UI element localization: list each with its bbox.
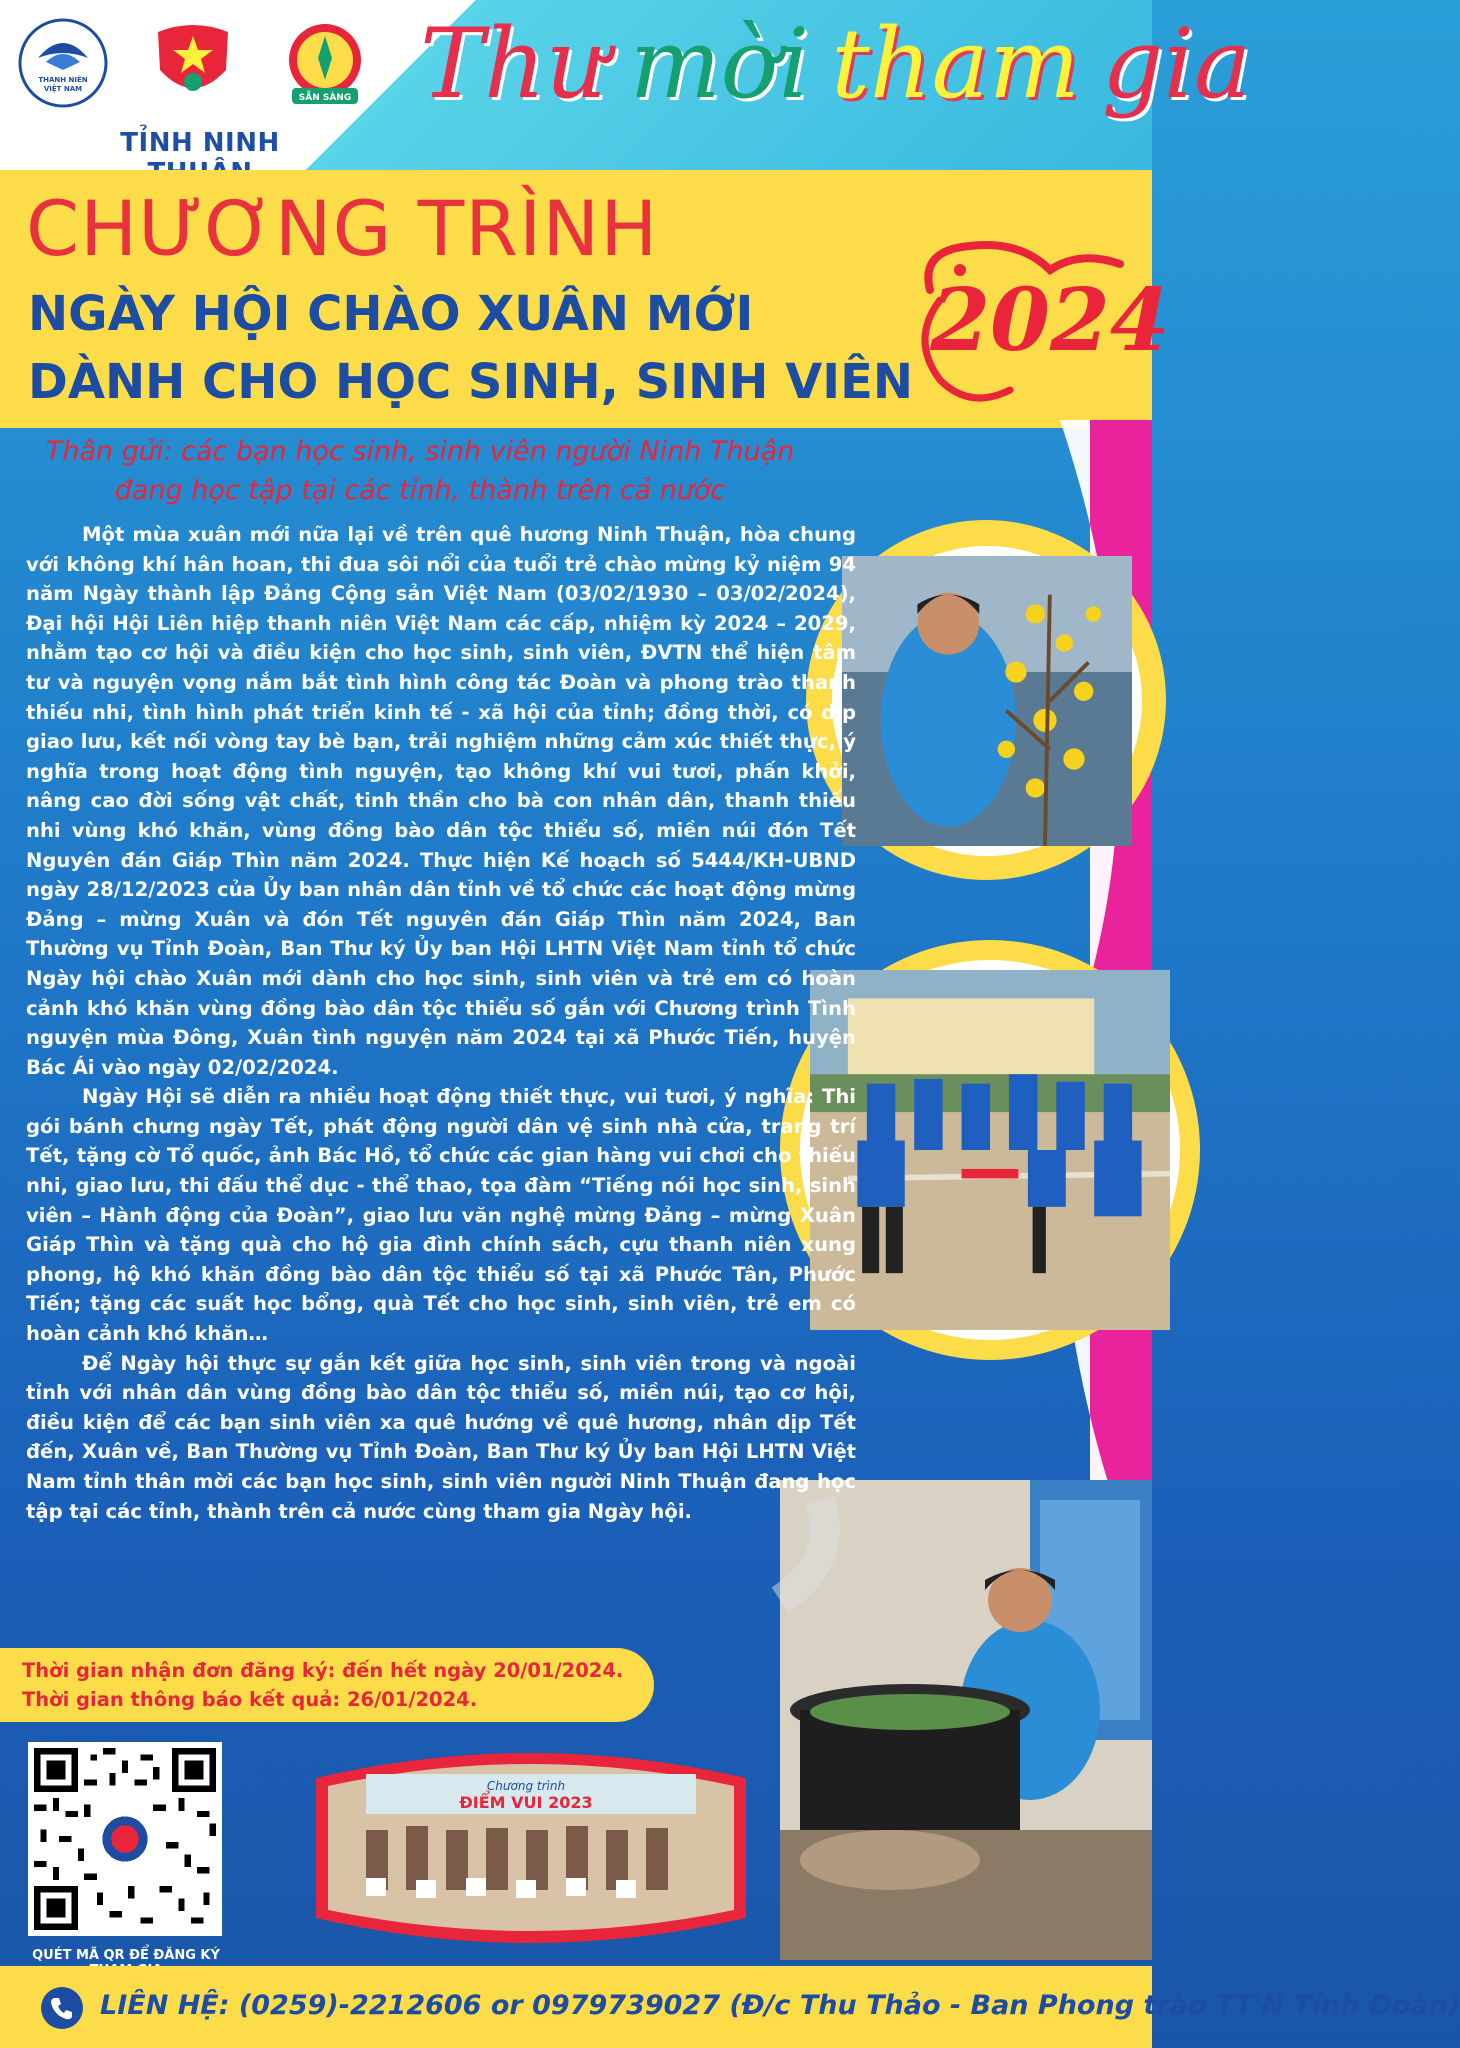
greeting-line-2: đang học tập tại các tỉnh, thành trên cả nước	[114, 475, 726, 506]
sansang-text: SẴN SÀNG	[298, 93, 352, 103]
program-label: CHƯƠNG TRÌNH	[26, 184, 659, 273]
tnvn-text-1: THANH NIÊN	[38, 76, 88, 84]
dragon-2024-icon	[900, 230, 1170, 420]
deadline-box	[0, 1648, 654, 1722]
province-label: TỈNH NINH	[120, 128, 280, 158]
ribbon-title-text: ĐIỂM VUI 2023	[459, 1793, 593, 1812]
ribbon-small-text: Chương trình	[486, 1779, 566, 1793]
paragraph-3: Để Ngày hội thực sự gắn kết giữa học sinh, sinh viên trong và ngoài tỉnh với nhân dân vùng đồng bào dân tộc thiểu số, miền núi, tạo cơ hội, điều kiện để các bạn sinh viên xa quê hướng về quê hương, nhân dịp Tết đến, Xuân về, Ban Thường vụ Tỉnh Đoàn, Ban Thư ký Ủy ban Hội LHTN Việt Nam tỉnh thân mời các bạn học sinh, sinh viên người Ninh Thuận đang học tập tại các tỉnh, thành trên cả nước cùng tham gia Ngày hội.	[26, 1351, 856, 1523]
qr-caption: QUÉT MÃ QR ĐỂ ĐĂNG KÝ	[32, 1948, 220, 1963]
paragraph-1: Một mùa xuân mới nữa lại về trên quê hương Ninh Thuận, hòa chung với không khí hân hoan, thi đua sôi nổi của tuổi trẻ chào mừng kỷ niệm 94 năm Ngày thành lập Đảng Cộng sản Việt Nam (03/02/1930 – 03/02/2024), Đại hội Hội Liên hiệp thanh niên Việt Nam các cấp, nhiệm kỳ 2024 – 2029, nhằm tạo cơ hội và điều kiện cho học sinh, sinh viên, ĐVTN thể hiện tâm tư và nguyện vọng nắm bắt tình hình công tác Đoàn và phong trào thanh thiếu nhi, tình hình phát triển kinh tế - xã hội của tỉnh; đồng thời, có dịp giao lưu, kết nối vòng tay bè bạn, trải nghiệm những cảm xúc thiết thực, ý nghĩa trong hoạt động tình nguyện, tạo không khí vui tươi, phấn khởi, nâng cao đời sống vật chất, tinh thần cho bà con nhân dân, thanh thiếu nhi vùng khó khăn, vùng đồng bào dân tộc thiểu số, miền núi đón Tết Nguyên đán Giáp Thìn năm 2024. Thực hiện Kế hoạch số 5444/KH-UBND ngày 28/12/2023 của Ủy ban nhân dân tỉnh về tổ chức các hoạt động mừng Đảng – mừng Xuân và đón Tết nguyên đán Giáp Thìn năm 2024, Ban Thường vụ Tỉnh Đoàn, Ban Thư ký Ủy ban Hội LHTN Việt Nam tỉnh tổ chức Ngày hội chào Xuân mới dành cho học sinh, sinh viên và trẻ em có hoàn cảnh khó khăn vùng đồng bào dân tộc thiểu số gắn với Chương trình Tình nguyện mùa Đông, Xuân tình nguyện năm 2024 tại xã Phước Tiến, huyện Bác Ái vào ngày 02/02/2024.	[26, 523, 856, 1079]
tnvn-text-2: VIỆT NAM	[43, 85, 83, 93]
paragraph-2: Ngày Hội sẽ diễn ra nhiều hoạt động thiết thực, vui tươi, ý nghĩa: Thi gói bánh chưng ngày Tết, phát động người dân vệ sinh nhà cửa, trang trí Tết, tặng cờ Tổ quốc, ảnh Bác Hồ, tổ chức các gian hàng vui chơi cho thiếu nhi, giao lưu, thi đấu thể dục - thể thao, tọa đàm “Tiếng nói học sinh, sinh viên – Hành động của Đoàn”, giao lưu văn nghệ mừng Đảng – mừng Xuân Giáp Thìn và tặng quà cho hộ gia đình chính sách, cựu thanh niên xung phong, hộ khó khăn đồng bào dân tộc thiểu số tại xã Phước Tân, Phước Tiến; tặng các suất học bổng, quà Tết cho học sinh, sinh viên, trẻ em có hoàn cảnh khó khăn…	[26, 1085, 856, 1346]
program-title-line-1: NGÀY HỘI CHÀO XUÂN MỚI	[28, 286, 754, 342]
contact-info: LIÊN HỆ: (0259)-2212606 or 0979739027 (Đ/c Thu Thảo - Ban Phong trào TT'N Tỉnh Đoàn)	[100, 1990, 1460, 2021]
qr-code[interactable]	[28, 1742, 222, 1936]
invitation-body	[26, 520, 856, 1526]
registration-deadline: Thời gian nhận đơn đăng ký: đến hết ngày 20/01/2024.	[22, 1659, 624, 1682]
year-text: 2024	[930, 270, 1170, 371]
program-band	[0, 170, 1170, 428]
qr-code-icon	[34, 1748, 216, 1930]
phone-icon[interactable]	[40, 1986, 84, 2030]
sansang-logo-icon	[280, 18, 370, 108]
program-title-line-2: DÀNH CHO HỌC SINH, SINH VIÊN	[28, 354, 914, 410]
tnvn-logo-icon	[18, 18, 108, 108]
doan-logo-icon	[148, 18, 238, 108]
ribbon-photo	[306, 1738, 756, 1950]
photo-tug-of-war	[800, 960, 1180, 1340]
invite-word-4: gia	[1101, 8, 1252, 120]
footer	[0, 1966, 1460, 2048]
result-date: Thời gian thông báo kết quả: 26/01/2024.	[22, 1688, 478, 1711]
greeting	[20, 432, 820, 510]
invite-word-3: tham	[831, 8, 1080, 120]
invite-word-2: mời	[629, 8, 810, 120]
logo-group	[18, 18, 378, 118]
invite-word-1: Thư	[420, 8, 608, 120]
photo-flowers	[832, 546, 1142, 856]
photo-cooking	[780, 1480, 1152, 1960]
invite-title	[420, 8, 1252, 158]
greeting-line-1: Thân gửi: các bạn học sinh, sinh viên người Ninh Thuận	[45, 436, 795, 467]
header	[0, 0, 1252, 170]
